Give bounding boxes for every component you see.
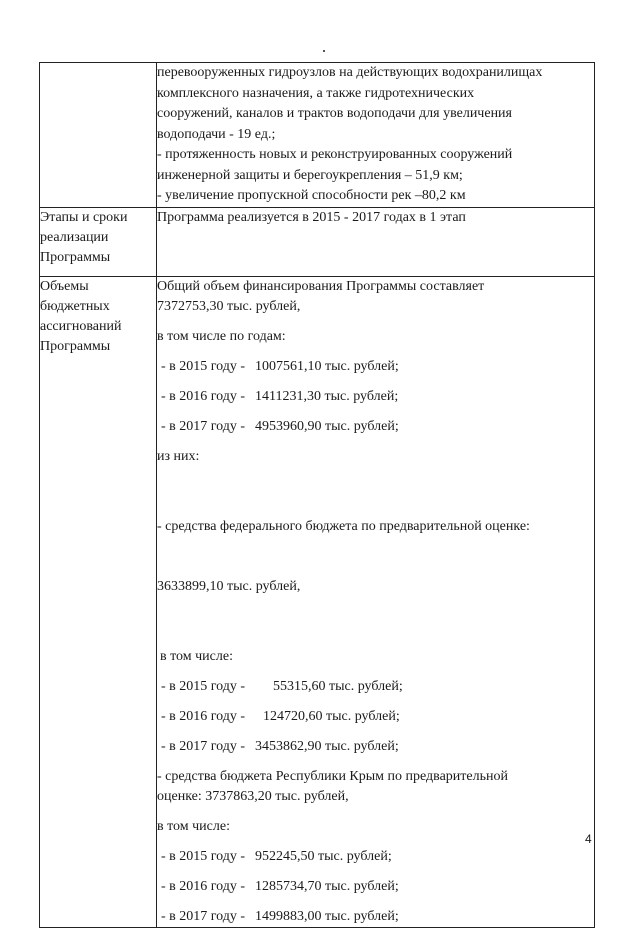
year-amount: 1411231,30 тыс. рублей; [255, 388, 399, 404]
budget-intro [157, 277, 594, 317]
year-label: - в 2017 году - [161, 908, 246, 924]
total-year-line [157, 387, 594, 407]
year-amount: 1499883,00 тыс. рублей; [255, 908, 399, 924]
label-line: Программы [40, 338, 111, 354]
program-passport-table [39, 62, 595, 928]
federal-year-line [157, 677, 594, 697]
table-row-stages [40, 207, 595, 276]
label-line: Этапы и сроки [40, 209, 128, 225]
results-line: сооружений, каналов и трактов водоподачи для увеличения [157, 106, 512, 121]
results-line: перевооруженных гидроузлов на действующих водохранилищах [157, 65, 543, 80]
year-label: - в 2016 году - [161, 708, 246, 724]
federal-line: 3633899,10 тыс. рублей, [157, 578, 301, 594]
row-label-empty [40, 63, 157, 208]
label-line: Программы [40, 249, 111, 265]
year-label: - в 2015 году - [161, 848, 246, 864]
label-line: ассигнований [40, 318, 122, 334]
intro-line: Общий объем финансирования Программы составляет [157, 278, 485, 294]
of-them-heading: из них: [157, 448, 200, 464]
year-label: - в 2015 году - [161, 678, 246, 694]
year-label: - в 2017 году - [161, 738, 246, 754]
year-label: - в 2017 году - [161, 418, 246, 434]
crimea-year-line [157, 847, 594, 867]
crimea-line: оценке: 3737863,20 тыс. рублей, [157, 788, 349, 804]
including-heading: в том числе: [160, 648, 233, 664]
results-cell [157, 63, 595, 208]
including-heading: в том числе: [157, 818, 230, 834]
results-line: - протяженность новых и реконструированных сооружений [157, 147, 513, 162]
federal-budget-text [157, 477, 594, 637]
stages-text: Программа реализуется в 2015 - 2017 годах в 1 этап [157, 209, 466, 225]
crimea-line: - средства бюджета Республики Крым по предварительной [157, 768, 508, 784]
federal-year-line [157, 737, 594, 757]
crimea-year-line [157, 877, 594, 897]
scan-dot-mark [323, 50, 325, 52]
results-line: инженерной защиты и берегоукрепления – 51,9 км; [157, 167, 463, 183]
year-label: - в 2015 году - [161, 358, 246, 374]
budget-cell [157, 276, 595, 927]
table-row-budget [40, 276, 595, 927]
label-line: Объемы [40, 278, 89, 294]
results-line: комплексного назначения, а также гидротехнических [157, 85, 475, 101]
results-line: - увеличение пропускной способности рек –80,2 км [157, 188, 466, 203]
stages-cell [157, 207, 595, 276]
federal-line: - средства федерального бюджета по предварительной оценке: [157, 518, 530, 534]
federal-year-line [157, 707, 594, 727]
year-amount: 1285734,70 тыс. рублей; [255, 878, 399, 894]
year-label: - в 2016 году - [161, 388, 246, 404]
total-year-line [157, 417, 594, 437]
page-number: 4 [585, 832, 592, 846]
intro-line: 7372753,30 тыс. рублей, [157, 298, 301, 314]
label-line: бюджетных [40, 298, 110, 314]
row-label-stages [40, 207, 157, 276]
year-amount: 4953960,90 тыс. рублей; [255, 418, 399, 434]
table-row-results [40, 63, 595, 208]
crimea-year-line [157, 907, 594, 927]
label-line: реализации [40, 229, 109, 245]
year-label: - в 2016 году - [161, 878, 246, 894]
year-amount: 124720,60 тыс. рублей; [263, 708, 400, 724]
total-year-line [157, 357, 594, 377]
year-amount: 952245,50 тыс. рублей; [255, 848, 392, 864]
row-label-budget [40, 276, 157, 927]
year-amount: 3453862,90 тыс. рублей; [255, 738, 399, 754]
by-years-heading: в том числе по годам: [157, 328, 286, 344]
crimea-budget-text [157, 767, 594, 807]
results-line: водоподачи - 19 ед.; [157, 126, 276, 142]
year-amount: 1007561,10 тыс. рублей; [255, 358, 399, 374]
year-amount: 55315,60 тыс. рублей; [273, 678, 403, 694]
